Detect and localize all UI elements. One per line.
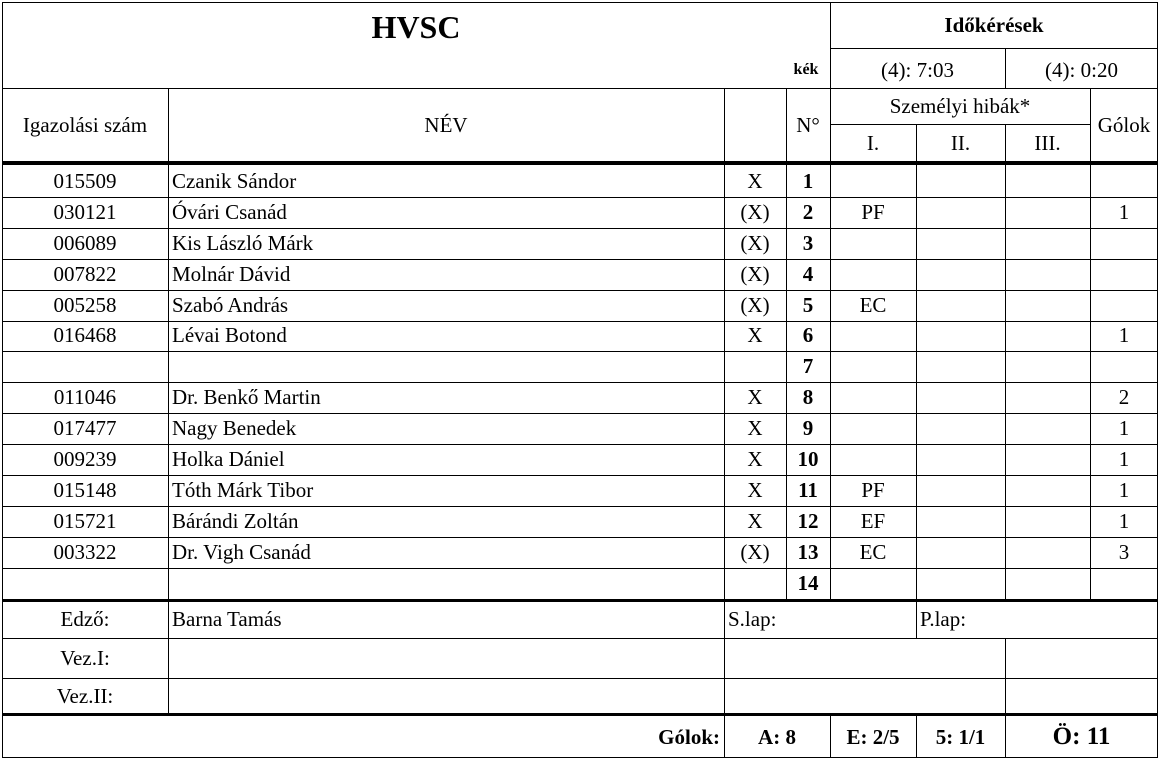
player-foul-2 bbox=[916, 475, 1005, 506]
player-goals: 1 bbox=[1118, 416, 1130, 441]
player-foul-3 bbox=[1005, 259, 1090, 290]
player-foul-3 bbox=[1005, 444, 1090, 475]
header-foul-2: II. bbox=[950, 130, 971, 155]
player-name bbox=[168, 568, 724, 599]
player-foul-1 bbox=[830, 228, 916, 259]
grid-line-h bbox=[2, 444, 1158, 445]
timeout-second: (4): 0:20 bbox=[1045, 57, 1118, 82]
player-foul-2 bbox=[916, 259, 1005, 290]
player-foul-1 bbox=[830, 413, 916, 444]
player-mark: (X) bbox=[740, 539, 770, 564]
player-mark bbox=[724, 351, 786, 382]
player-id: 003322 bbox=[53, 539, 117, 564]
player-foul-2 bbox=[916, 413, 1005, 444]
player-goals bbox=[1090, 228, 1158, 259]
player-foul-1: PF bbox=[861, 477, 885, 502]
header-foul-3: III. bbox=[1034, 130, 1061, 155]
player-id: 005258 bbox=[53, 292, 117, 317]
player-name: Molnár Dávid bbox=[172, 261, 291, 286]
player-number: 10 bbox=[797, 447, 819, 472]
player-foul-2 bbox=[916, 382, 1005, 413]
grid-line-h bbox=[2, 197, 1158, 198]
grid-line-h bbox=[2, 757, 1158, 758]
player-foul-3 bbox=[1005, 475, 1090, 506]
grid-line-h bbox=[2, 678, 1158, 679]
grid-line-v bbox=[830, 716, 831, 758]
player-name: Lévai Botond bbox=[172, 323, 287, 348]
player-foul-3 bbox=[1005, 382, 1090, 413]
player-foul-2 bbox=[916, 568, 1005, 599]
totals-overall: Ö: 11 bbox=[1052, 723, 1111, 750]
player-name: Czanik Sándor bbox=[172, 168, 297, 193]
player-foul-2 bbox=[916, 321, 1005, 352]
player-mark: X bbox=[747, 508, 763, 533]
timeouts-title: Időkérések bbox=[944, 12, 1044, 37]
grid-line-h bbox=[2, 351, 1158, 352]
player-foul-1: PF bbox=[861, 199, 885, 224]
player-mark: X bbox=[747, 323, 763, 348]
header-id: Igazolási szám bbox=[22, 112, 148, 137]
header-name: NÉV bbox=[424, 112, 468, 137]
player-foul-2 bbox=[916, 197, 1005, 228]
player-number: 13 bbox=[797, 539, 819, 564]
player-foul-1 bbox=[830, 351, 916, 382]
grid-line-v bbox=[1090, 88, 1091, 600]
team-color: kék bbox=[793, 61, 819, 78]
player-mark: X bbox=[747, 416, 763, 441]
grid-line-h bbox=[2, 228, 1158, 229]
player-name: Holka Dániel bbox=[172, 447, 285, 472]
player-foul-2 bbox=[916, 506, 1005, 537]
grid-line-h bbox=[2, 568, 1158, 569]
player-id bbox=[2, 351, 168, 382]
team-name: HVSC bbox=[371, 8, 461, 45]
player-id: 015148 bbox=[53, 477, 117, 502]
player-id: 015721 bbox=[53, 508, 117, 533]
player-foul-3 bbox=[1005, 228, 1090, 259]
player-mark: X bbox=[747, 385, 763, 410]
player-id: 006089 bbox=[53, 230, 117, 255]
player-number: 3 bbox=[802, 230, 814, 255]
player-goals bbox=[1090, 568, 1158, 599]
player-goals: 1 bbox=[1118, 199, 1130, 224]
player-number: 1 bbox=[802, 168, 814, 193]
grid-line-h bbox=[2, 259, 1158, 260]
player-goals bbox=[1090, 351, 1158, 382]
player-name: Szabó András bbox=[172, 292, 289, 317]
s-lap-label: S.lap: bbox=[728, 606, 777, 631]
grid-line-v bbox=[168, 88, 169, 714]
player-id: 011046 bbox=[53, 385, 117, 410]
player-name: Tóth Márk Tibor bbox=[172, 477, 314, 502]
player-number: 5 bbox=[802, 292, 814, 317]
grid-line-h bbox=[2, 475, 1158, 476]
player-foul-1 bbox=[830, 259, 916, 290]
player-foul-3 bbox=[1005, 321, 1090, 352]
grid-line-h bbox=[2, 88, 1158, 89]
player-number: 8 bbox=[802, 385, 814, 410]
player-goals bbox=[1090, 166, 1158, 197]
player-foul-2 bbox=[916, 444, 1005, 475]
player-foul-1: EF bbox=[860, 508, 886, 533]
player-mark: X bbox=[747, 447, 763, 472]
p-lap-label: P.lap: bbox=[920, 606, 967, 631]
player-name: Óvári Csanád bbox=[172, 199, 287, 224]
totals-label: Gólok: bbox=[658, 724, 720, 749]
player-id: 017477 bbox=[53, 416, 117, 441]
player-name: Nagy Benedek bbox=[172, 416, 297, 441]
player-foul-1: EC bbox=[859, 539, 887, 564]
player-foul-2 bbox=[916, 166, 1005, 197]
header-foul-1: I. bbox=[866, 130, 880, 155]
player-foul-3 bbox=[1005, 351, 1090, 382]
totals-five: 5: 1/1 bbox=[935, 724, 986, 749]
player-goals: 1 bbox=[1118, 477, 1130, 502]
player-goals: 2 bbox=[1118, 385, 1130, 410]
header-number: N° bbox=[796, 112, 820, 137]
player-number: 12 bbox=[797, 508, 819, 533]
grid-line-h bbox=[2, 506, 1158, 507]
grid-line-h bbox=[2, 413, 1158, 414]
player-foul-2 bbox=[916, 537, 1005, 568]
player-foul-1 bbox=[830, 382, 916, 413]
grid-line-v bbox=[830, 2, 831, 600]
grid-line-h bbox=[2, 382, 1158, 383]
player-foul-3 bbox=[1005, 290, 1090, 321]
grid-line-v bbox=[1005, 124, 1006, 600]
player-name: Kis László Márk bbox=[172, 230, 314, 255]
player-number: 6 bbox=[802, 323, 814, 348]
player-foul-3 bbox=[1005, 506, 1090, 537]
header-goals: Gólok bbox=[1097, 112, 1151, 137]
player-foul-3 bbox=[1005, 166, 1090, 197]
grid-line-h bbox=[2, 713, 1158, 716]
player-foul-3 bbox=[1005, 197, 1090, 228]
player-mark bbox=[724, 568, 786, 599]
player-number: 4 bbox=[802, 261, 814, 286]
player-foul-2 bbox=[916, 290, 1005, 321]
grid-line-v bbox=[916, 716, 917, 758]
grid-line-v bbox=[1005, 638, 1006, 714]
player-mark: (X) bbox=[740, 230, 770, 255]
player-goals bbox=[1090, 259, 1158, 290]
player-mark: X bbox=[747, 168, 763, 193]
player-name: Bárándi Zoltán bbox=[172, 508, 299, 533]
vez1-name bbox=[168, 638, 724, 678]
totals-e: E: 2/5 bbox=[846, 724, 900, 749]
player-foul-3 bbox=[1005, 537, 1090, 568]
player-id: 016468 bbox=[53, 323, 117, 348]
player-mark: (X) bbox=[740, 261, 770, 286]
player-foul-1 bbox=[830, 321, 916, 352]
player-number: 7 bbox=[802, 354, 814, 379]
player-foul-1 bbox=[830, 568, 916, 599]
player-goals: 1 bbox=[1118, 447, 1130, 472]
grid-line-h bbox=[2, 638, 1158, 639]
coach-name: Barna Tamás bbox=[172, 606, 282, 631]
player-goals: 3 bbox=[1118, 539, 1130, 564]
grid-line-v bbox=[786, 88, 787, 600]
grid-line-h bbox=[2, 321, 1158, 322]
grid-line-v bbox=[724, 88, 725, 758]
player-foul-1 bbox=[830, 444, 916, 475]
player-foul-1: EC bbox=[859, 292, 887, 317]
vez2-label: Vez.II: bbox=[56, 683, 114, 708]
player-foul-2 bbox=[916, 351, 1005, 382]
player-id: 007822 bbox=[53, 261, 117, 286]
score-sheet bbox=[2, 2, 1158, 758]
grid-line-v bbox=[2, 2, 3, 758]
player-id: 030121 bbox=[53, 199, 117, 224]
player-number: 11 bbox=[798, 477, 818, 502]
player-foul-3 bbox=[1005, 568, 1090, 599]
grid-line-v bbox=[1157, 2, 1158, 758]
player-mark: (X) bbox=[740, 292, 770, 317]
player-number: 9 bbox=[802, 416, 814, 441]
player-mark: X bbox=[747, 477, 763, 502]
player-name: Dr. Vigh Csanád bbox=[172, 539, 311, 564]
player-foul-3 bbox=[1005, 413, 1090, 444]
grid-line-h bbox=[2, 2, 1158, 3]
vez1-label: Vez.I: bbox=[60, 645, 110, 670]
player-foul-1 bbox=[830, 166, 916, 197]
player-name bbox=[168, 351, 724, 382]
header-fouls: Személyi hibák* bbox=[889, 93, 1031, 118]
player-foul-2 bbox=[916, 228, 1005, 259]
player-id: 015509 bbox=[53, 168, 117, 193]
player-goals: 1 bbox=[1118, 323, 1130, 348]
vez2-name bbox=[168, 678, 724, 714]
grid-line-h bbox=[2, 599, 1158, 602]
player-number: 14 bbox=[797, 570, 819, 595]
player-number: 2 bbox=[802, 199, 814, 224]
totals-a: A: 8 bbox=[758, 724, 796, 749]
player-id: 009239 bbox=[53, 447, 117, 472]
grid-line-v bbox=[1005, 716, 1006, 758]
player-goals: 1 bbox=[1118, 508, 1130, 533]
player-goals bbox=[1090, 290, 1158, 321]
grid-line-v bbox=[1005, 48, 1006, 88]
player-id bbox=[2, 568, 168, 599]
grid-line-h bbox=[2, 537, 1158, 538]
grid-line-h bbox=[2, 161, 1158, 165]
grid-line-h bbox=[830, 48, 1158, 49]
timeout-first: (4): 7:03 bbox=[881, 57, 954, 82]
player-name: Dr. Benkő Martin bbox=[172, 385, 321, 410]
grid-line-v bbox=[916, 600, 917, 638]
coach-label: Edző: bbox=[60, 606, 110, 631]
grid-line-v bbox=[916, 124, 917, 600]
grid-line-h bbox=[2, 290, 1158, 291]
grid-line-h bbox=[830, 124, 1090, 125]
player-mark: (X) bbox=[740, 199, 770, 224]
